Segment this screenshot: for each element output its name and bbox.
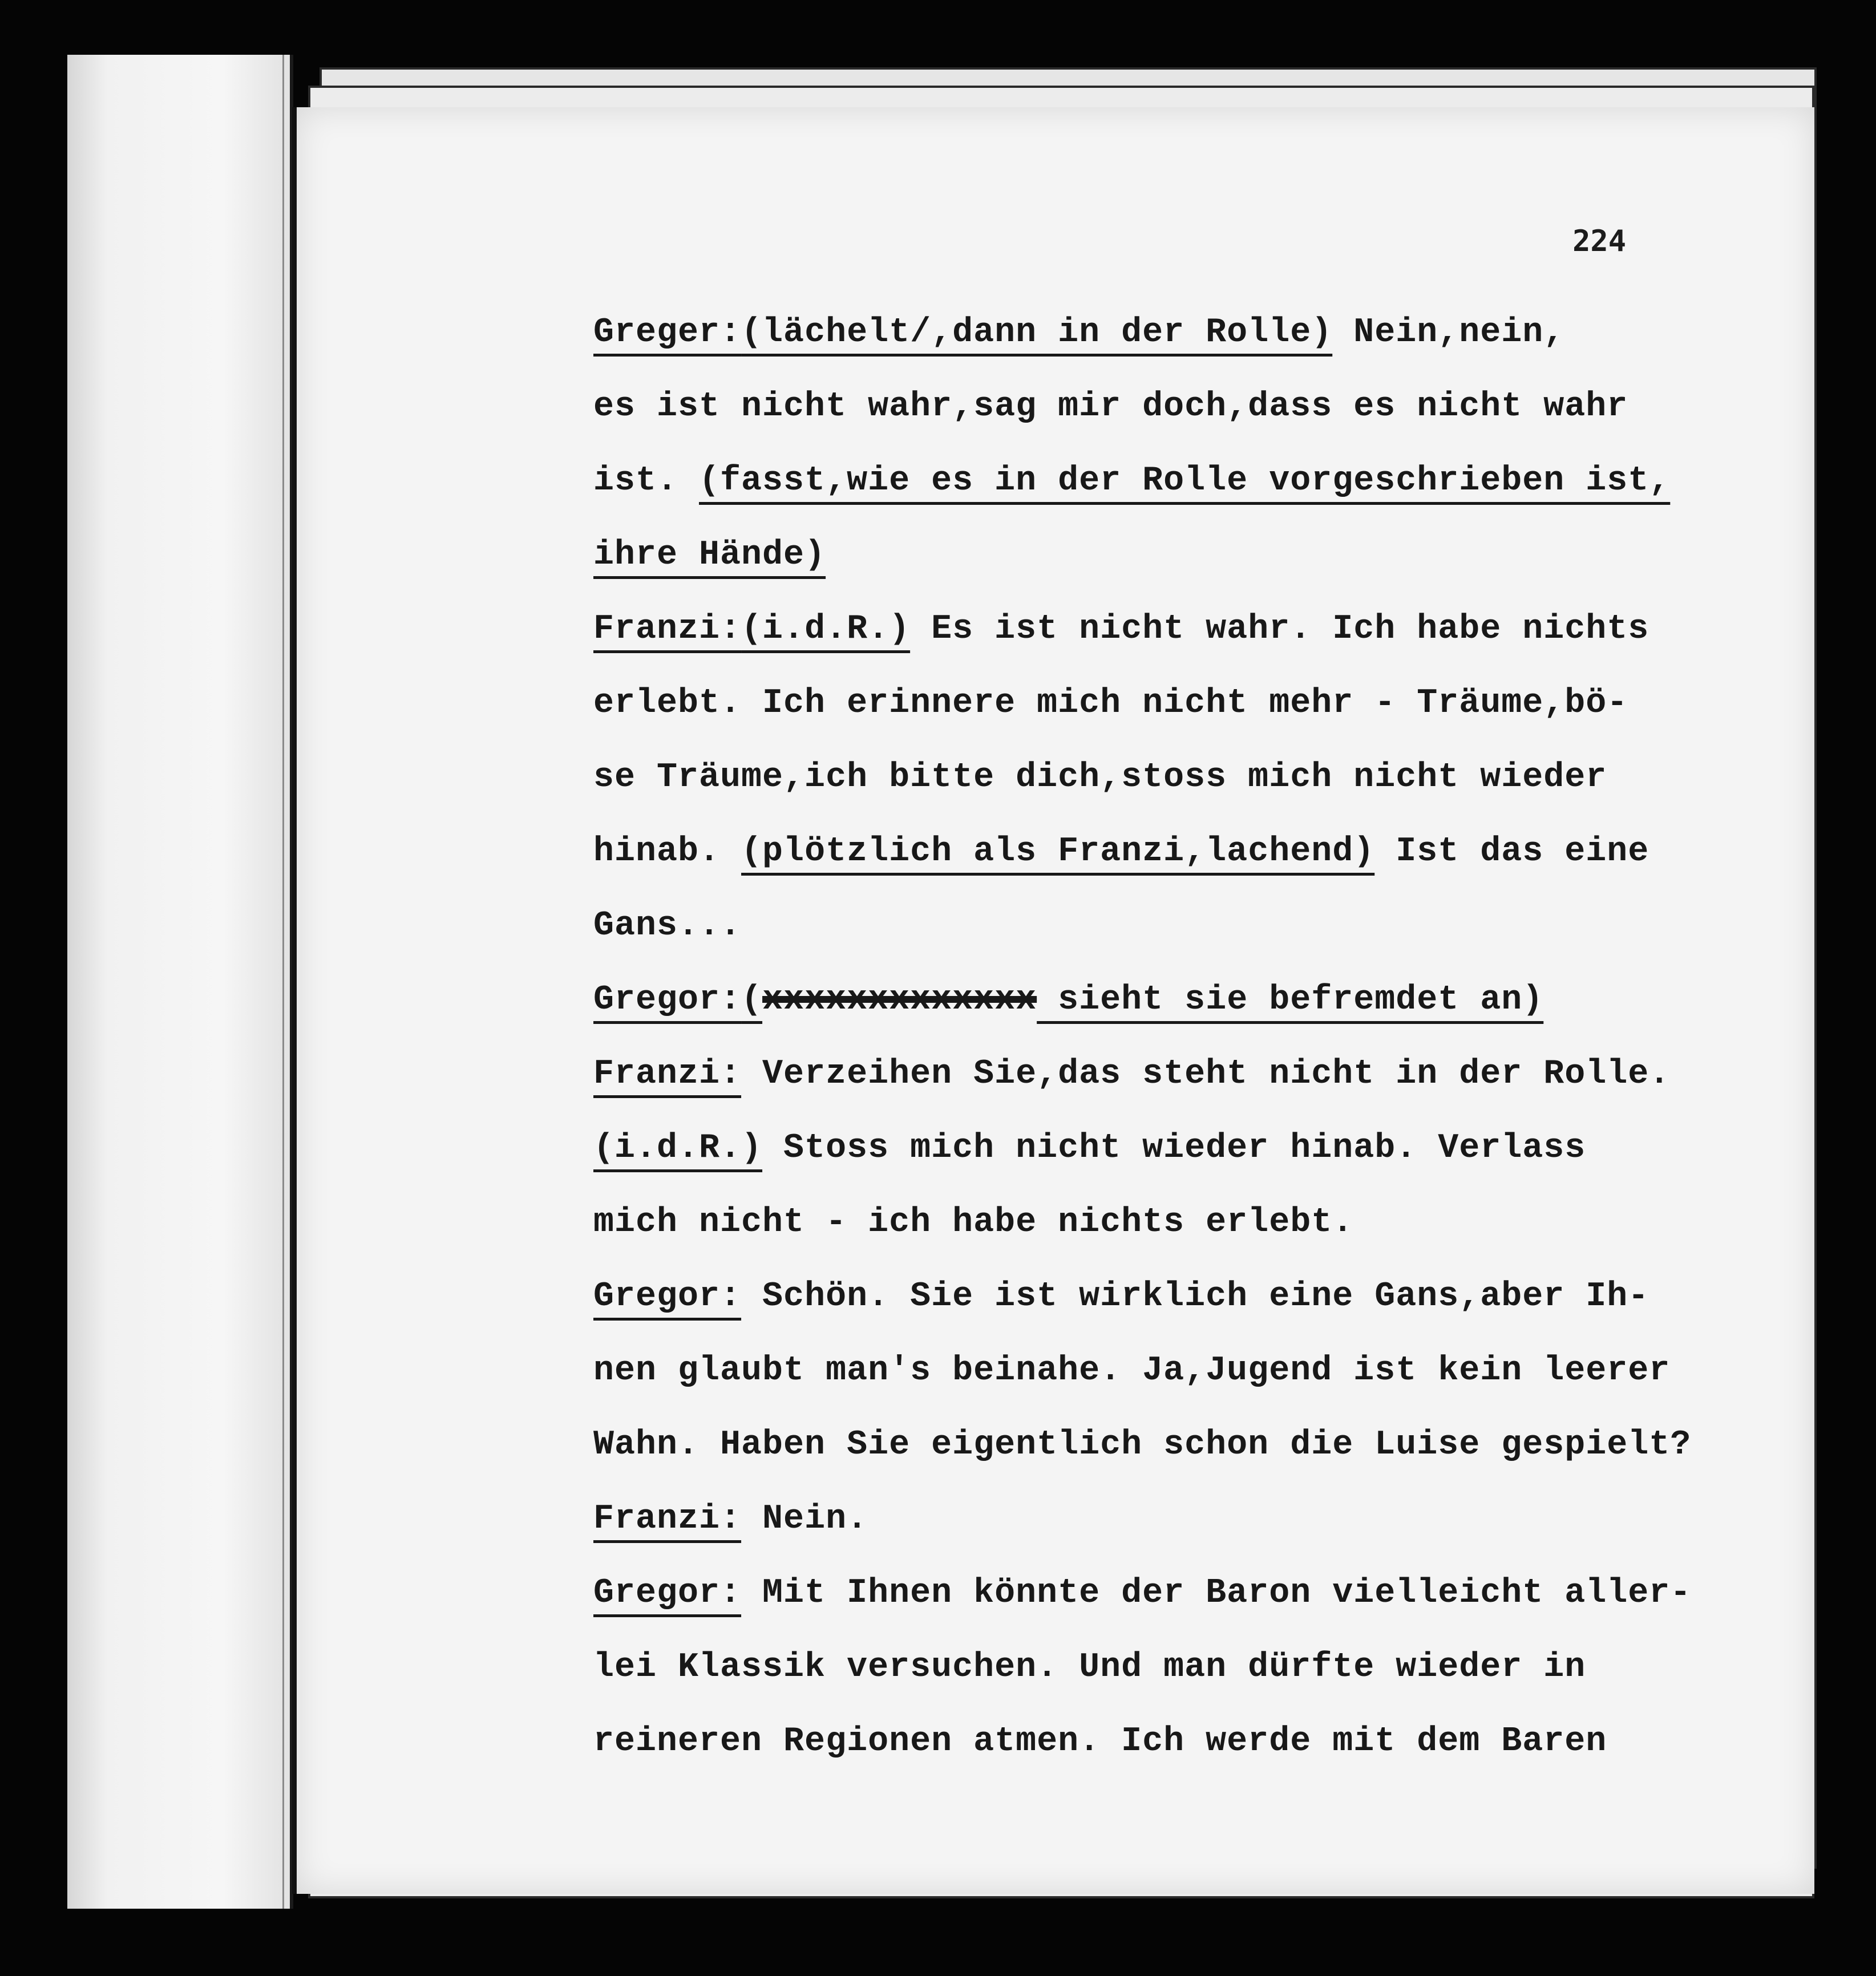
script-line (593, 666, 1876, 740)
script-line (593, 740, 1876, 815)
script-line (593, 1111, 1876, 1185)
stage-direction: (fasst,wie es in der Rolle vorgeschrieben ist, (699, 461, 1671, 500)
script-line (593, 370, 1876, 444)
speaker-name: Gregor: (593, 1277, 742, 1316)
dialogue-text: Wahn. Haben Sie eigentlich schon die Luise gespielt? (593, 1426, 1692, 1464)
speaker-name: Franzi: (593, 610, 742, 649)
dialogue-text: Stoss mich nicht wieder hinab. Verlass (762, 1129, 1586, 1168)
dialogue-text: Nein. (741, 1500, 868, 1538)
dialogue-text: mich nicht - ich habe nichts erlebt. (593, 1203, 1354, 1242)
speaker-name: Gregor: (593, 981, 742, 1019)
speaker-name: Franzi: (593, 1500, 742, 1538)
struck-out-text: xxxxxxxxxxxxx (762, 981, 1037, 1019)
dialogue-text: se Träume,ich bitte dich,stoss mich nicht wieder (593, 758, 1607, 797)
script-line (593, 1408, 1876, 1482)
dialogue-text: erlebt. Ich erinnere mich nicht mehr - Träume,bö- (593, 684, 1628, 723)
script-line (593, 1704, 1876, 1779)
stage-direction: ihre Hände) (593, 536, 826, 574)
stage-direction: (lächelt/,dann in der Rolle) (741, 313, 1333, 352)
stage-direction: sieht sie befremdet an) (1037, 981, 1544, 1019)
dialogue-text: nen glaubt man's beinahe. Ja,Jugend ist kein leerer (593, 1351, 1671, 1390)
dialogue-text: Mit Ihnen könnte der Baron vielleicht aller- (741, 1574, 1692, 1613)
script-line (593, 444, 1876, 518)
dialogue-text: lei Klassik versuchen. Und man dürfte wieder in (593, 1648, 1586, 1687)
dialogue-text: hinab. (593, 832, 742, 871)
dialogue-text: ist. (593, 461, 700, 500)
dialogue-text: Verzeihen Sie,das steht nicht in der Rolle. (741, 1055, 1671, 1094)
dialogue-text: Es ist nicht wahr. Ich habe nichts (910, 610, 1649, 649)
stage-direction: (plötzlich als Franzi,lachend) (741, 832, 1375, 871)
script-line (593, 1334, 1876, 1408)
script-line (593, 518, 1876, 592)
speaker-name: Franzi: (593, 1055, 742, 1094)
typescript-page (292, 107, 1814, 1894)
script-text (593, 295, 1876, 1779)
stage-direction: (i.d.R.) (593, 1129, 763, 1168)
dialogue-text: reineren Regionen atmen. Ich werde mit dem Baren (593, 1722, 1607, 1761)
stage-direction: (i.d.R.) (741, 610, 911, 649)
script-line (593, 1556, 1876, 1630)
script-line (593, 815, 1876, 889)
script-line (593, 295, 1876, 370)
dialogue-text: es ist nicht wahr,sag mir doch,dass es nicht wahr (593, 387, 1628, 426)
script-line (593, 1630, 1876, 1704)
script-line (593, 592, 1876, 666)
page-number: 224 (1572, 224, 1626, 258)
script-line (593, 963, 1876, 1037)
dialogue-text: Schön. Sie ist wirklich eine Gans,aber Ih- (741, 1277, 1649, 1316)
script-line (593, 1037, 1876, 1111)
dialogue-text: Gans... (593, 906, 742, 945)
speaker-name: Gregor: (593, 1574, 742, 1613)
dialogue-text: Nein,nein, (1332, 313, 1565, 352)
script-line (593, 1185, 1876, 1260)
dialogue-text: Ist das eine (1374, 832, 1649, 871)
script-line (593, 1482, 1876, 1556)
underlying-sheet-edge (67, 55, 293, 1909)
script-line (593, 1260, 1876, 1334)
stage-direction: ( (741, 981, 763, 1019)
script-line (593, 889, 1876, 963)
speaker-name: Greger: (593, 313, 742, 352)
